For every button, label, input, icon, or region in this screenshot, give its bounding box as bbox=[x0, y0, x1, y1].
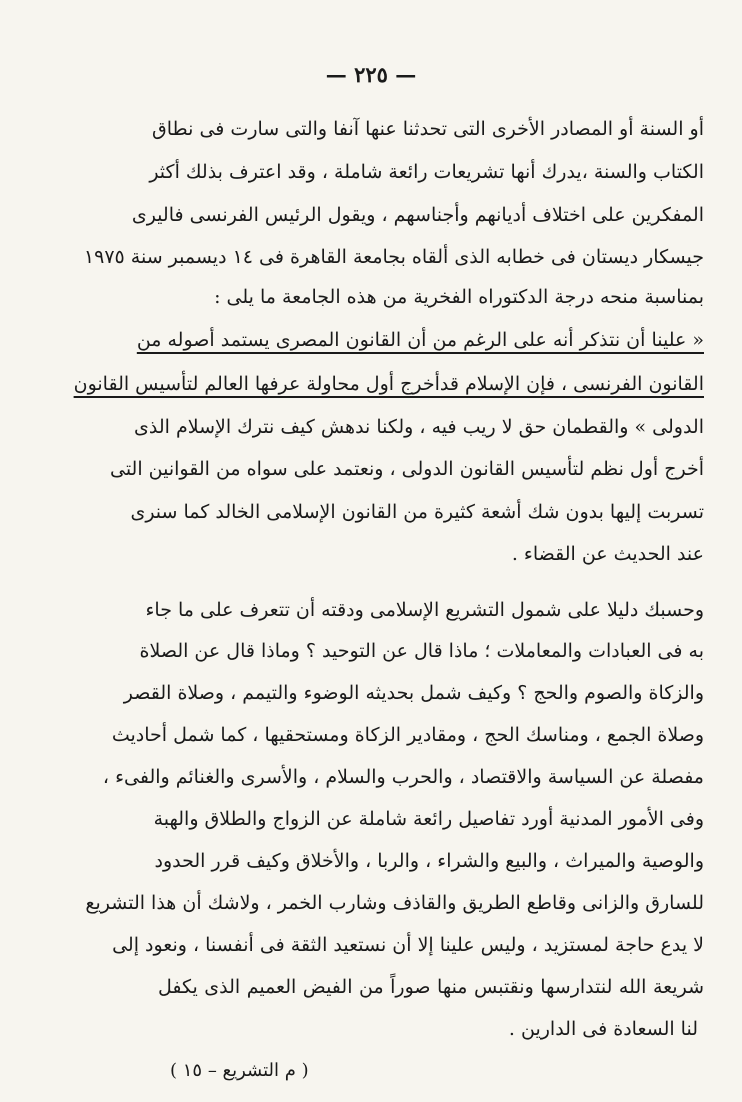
text-line: به فى العبادات والمعاملات ؛ ماذا قال عن التوحيد ؟ وماذا قال عن الصلاة bbox=[139, 640, 704, 662]
text-line: أو السنة أو المصادر الأخرى التى تحدثنا عنها آنفا والتى سارت فى نطاق bbox=[152, 118, 704, 140]
text-line: مفصلة عن السياسة والاقتصاد ، والحرب والسلام ، والأسرى والغنائم والفىء ، bbox=[102, 766, 704, 788]
text-line: الدولى » والقطمان حق لا ريب فيه ، ولكنا ندهش كيف نترك الإسلام الذى bbox=[134, 416, 704, 438]
text-line: للسارق والزانى وقاطع الطريق والقاذف وشارب الخمر ، ولاشك أن هذا التشريع bbox=[85, 892, 704, 914]
text-line: جيسكار ديستان فى خطابه الذى ألقاه بجامعة القاهرة فى ١٤ ديسمبر سنة ١٩٧٥ bbox=[83, 246, 704, 268]
text-line: بمناسبة منحه درجة الدكتوراه الفخرية من هذه الجامعة ما يلى : bbox=[214, 286, 704, 308]
text-line: وفى الأمور المدنية أورد تفاصيل رائعة شاملة عن الزواج والطلاق والهبة bbox=[153, 808, 704, 830]
text-line: شريعة الله لنتدارسها ونقتبس منها صوراً من الفيض العميم الذى يكفل bbox=[158, 976, 704, 998]
text-line: عند الحديث عن القضاء . bbox=[511, 543, 704, 565]
quote-text: « علينا أن نتذكر أنه على الرغم من أن القانون المصرى يستمد أصوله من bbox=[136, 329, 704, 351]
text-line: والزكاة والصوم والحج ؟ وكيف شمل بحديثه الوضوء والتيمم ، وصلاة القصر bbox=[123, 682, 704, 704]
page-number: — ٢٢٥ — bbox=[325, 62, 417, 87]
text-line: والوصية والميراث ، والبيع والشراء ، والربا ، والأخلاق وكيف قرر الحدود bbox=[154, 850, 704, 872]
footer-signature: ( م التشريع – ١٥ ) bbox=[170, 1060, 309, 1081]
quote-text: القانون الفرنسى ، فإن الإسلام قدأخرج أول محاولة عرفها العالم لتأسيس القانون bbox=[73, 373, 704, 395]
text-line: وصلاة الجمع ، ومناسك الحج ، ومقادير الزكاة ومستحقيها ، كما شمل أحاديث bbox=[111, 724, 704, 746]
text-line: تسربت إليها بدون شك أشعة كثيرة من القانون الإسلامى الخالد كما سنرى bbox=[130, 501, 704, 523]
text-line bbox=[136, 327, 704, 353]
text-line: لنا السعادة فى الدارين . bbox=[508, 1018, 698, 1040]
text-line: وحسبك دليلا على شمول التشريع الإسلامى ودقته أن تتعرف على ما جاء bbox=[145, 599, 704, 621]
text-line: المفكرين على اختلاف أديانهم وأجناسهم ، ويقول الرئيس الفرنسى فاليرى bbox=[131, 204, 704, 226]
text-line: لا يدع حاجة لمستزيد ، وليس علينا إلا أن نستعيد الثقة فى أنفسنا ، ونعود إلى bbox=[112, 934, 704, 956]
text-line: أخرج أول نظم لتأسيس القانون الدولى ، ونعتمد على سواه من القوانين التى bbox=[109, 458, 704, 480]
text-line bbox=[73, 371, 704, 397]
text-line: الكتاب والسنة ،يدرك أنها تشريعات رائعة شاملة ، وقد اعترف بذلك أكثر bbox=[149, 161, 704, 183]
